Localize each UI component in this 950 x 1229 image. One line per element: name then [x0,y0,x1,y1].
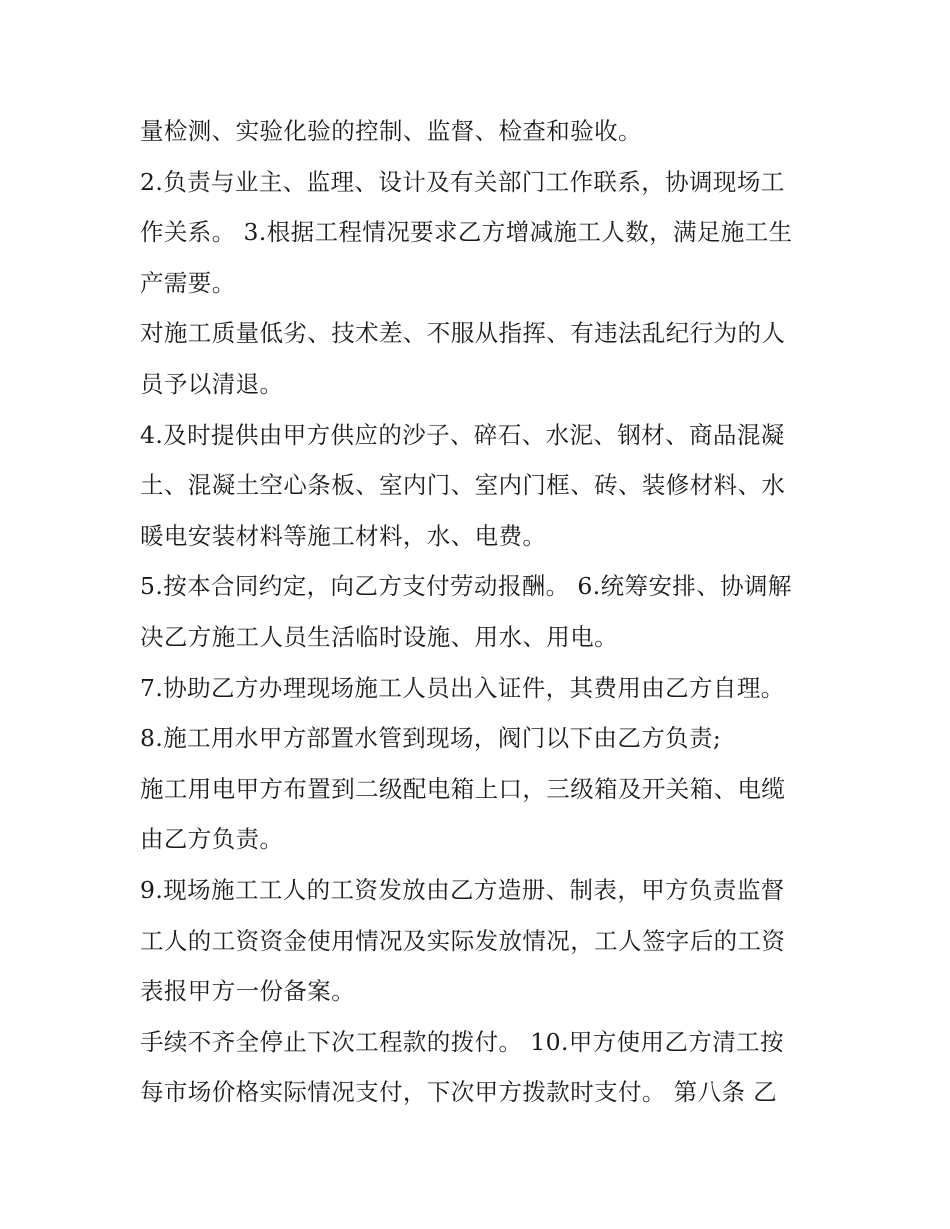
text-line: 每市场价格实际情况支付，下次甲方拨款时支付。 第八条 乙 [140,1078,778,1107]
text-line: 暖电安装材料等施工材料，水、电费。 [140,521,547,550]
text-line: 工人的工资资金使用情况及实际发放情况，工人签字后的工资 [140,926,786,955]
text-line: 9.现场施工工人的工资发放由乙方造册、制表，甲方负责监督 [140,875,785,904]
document-body [140,106,820,1118]
text-line: 对施工质量低劣、技术差、不服从指挥、有违法乱纪行为的人 [140,319,786,348]
text-line: 土、混凝土空心条板、室内门、室内门框、砖、装修材料、水 [140,471,786,500]
text-line: 2.负责与业主、监理、设计及有关部门工作联系，协调现场工 [140,167,785,196]
text-line: 作关系。 3.根据工程情况要求乙方增减施工人数，满足施工生 [140,218,793,247]
text-line: 由乙方负责。 [140,825,284,854]
text-line: 施工用电甲方布置到二级配电箱上口，三级箱及开关箱、电缆 [140,774,786,803]
text-line: 5.按本合同约定，向乙方支付劳动报酬。 6.统筹安排、协调解 [140,572,792,601]
text-line: 4.及时提供由甲方供应的沙子、碎石、水泥、钢材、商品混凝 [140,420,785,449]
text-line: 决乙方施工人员生活临时设施、用水、用电。 [140,622,618,651]
text-line: 员予以清退。 [140,369,284,398]
text-line: 8.施工用水甲方部置水管到现场，阀门以下由乙方负责; [140,724,722,753]
text-line: 产需要。 [140,268,236,297]
text-line: 手续不齐全停止下次工程款的拨付。 10.甲方使用乙方清工按 [140,1027,784,1056]
text-line: 量检测、实验化验的控制、监督、检查和验收。 [140,117,642,145]
text-line: 7.协助乙方办理现场施工人员出入证件，其费用由乙方自理。 [140,673,785,702]
text-line: 表报甲方一份备案。 [140,977,356,1006]
